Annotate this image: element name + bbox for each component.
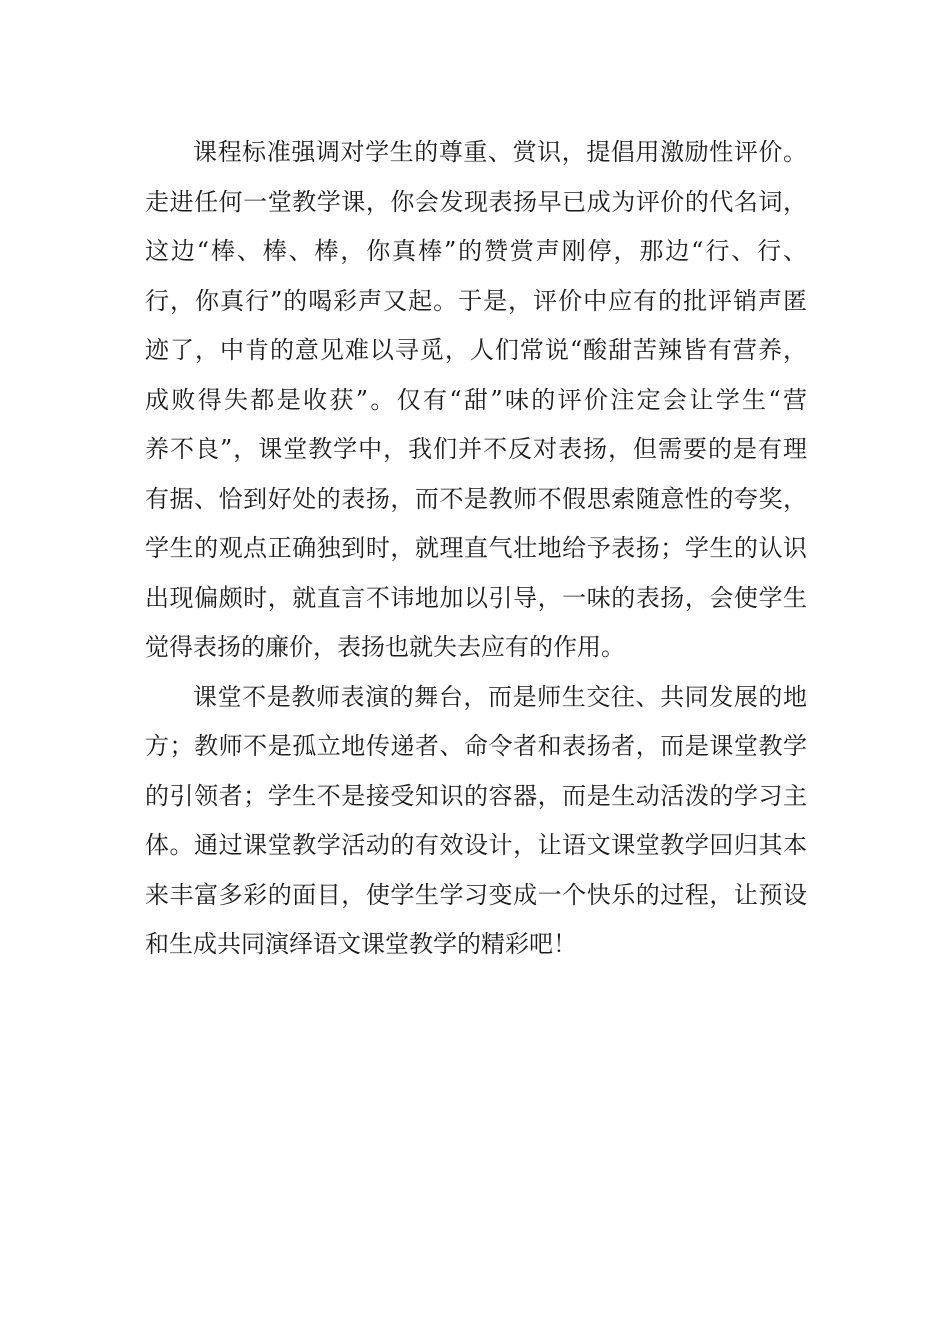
text-line: 出现偏颇时，就直言不讳地加以引导，一味的表扬，会使学生 [145, 583, 807, 612]
paragraph-2 [145, 673, 807, 970]
text-line: 养不良”，课堂教学中，我们并不反对表扬，但需要的是有理 [145, 435, 807, 463]
text-line: 来丰富多彩的面目，使学生学习变成一个快乐的过程，让预设 [145, 880, 807, 909]
body-text [145, 128, 807, 970]
text-line: 的引领者；学生不是接受知识的容器，而是生动活泼的学习主 [145, 781, 807, 810]
text-line: 体。通过课堂教学活动的有效设计，让语文课堂教学回归其本 [145, 831, 807, 859]
text-line: 和生成共同演绎语文课堂教学的精彩吧！ [145, 930, 577, 958]
text-line: 觉得表扬的廉价，表扬也就失去应有的作用。 [145, 633, 625, 661]
text-line: 走进任何一堂教学课，你会发现表扬早已成为评价的代名词， [145, 187, 807, 216]
text-line: 学生的观点正确独到时，就理直气壮地给予表扬；学生的认识 [145, 534, 807, 562]
text-line: 成败得失都是收获”。仅有“甜”味的评价注定会让学生“营 [145, 385, 807, 414]
text-line: 课堂不是教师表演的舞台，而是师生交往、共同发展的地 [193, 682, 807, 711]
text-line: 方；教师不是孤立地传递者、命令者和表扬者，而是课堂教学 [145, 732, 807, 760]
text-line: 有据、恰到好处的表扬，而不是教师不假思索随意性的夸奖， [145, 484, 807, 513]
text-line: 这边“棒、棒、棒，你真棒”的赞赏声刚停，那边“行、行、 [145, 237, 807, 265]
text-line: 行，你真行”的喝彩声又起。于是，评价中应有的批评销声匿 [145, 286, 807, 315]
text-line: 迹了，中肯的意见难以寻觅，人们常说“酸甜苦辣皆有营养， [145, 336, 807, 364]
text-line: 课程标准强调对学生的尊重、赏识，提倡用激励性评价。 [193, 138, 807, 166]
paragraph-1 [145, 128, 807, 673]
